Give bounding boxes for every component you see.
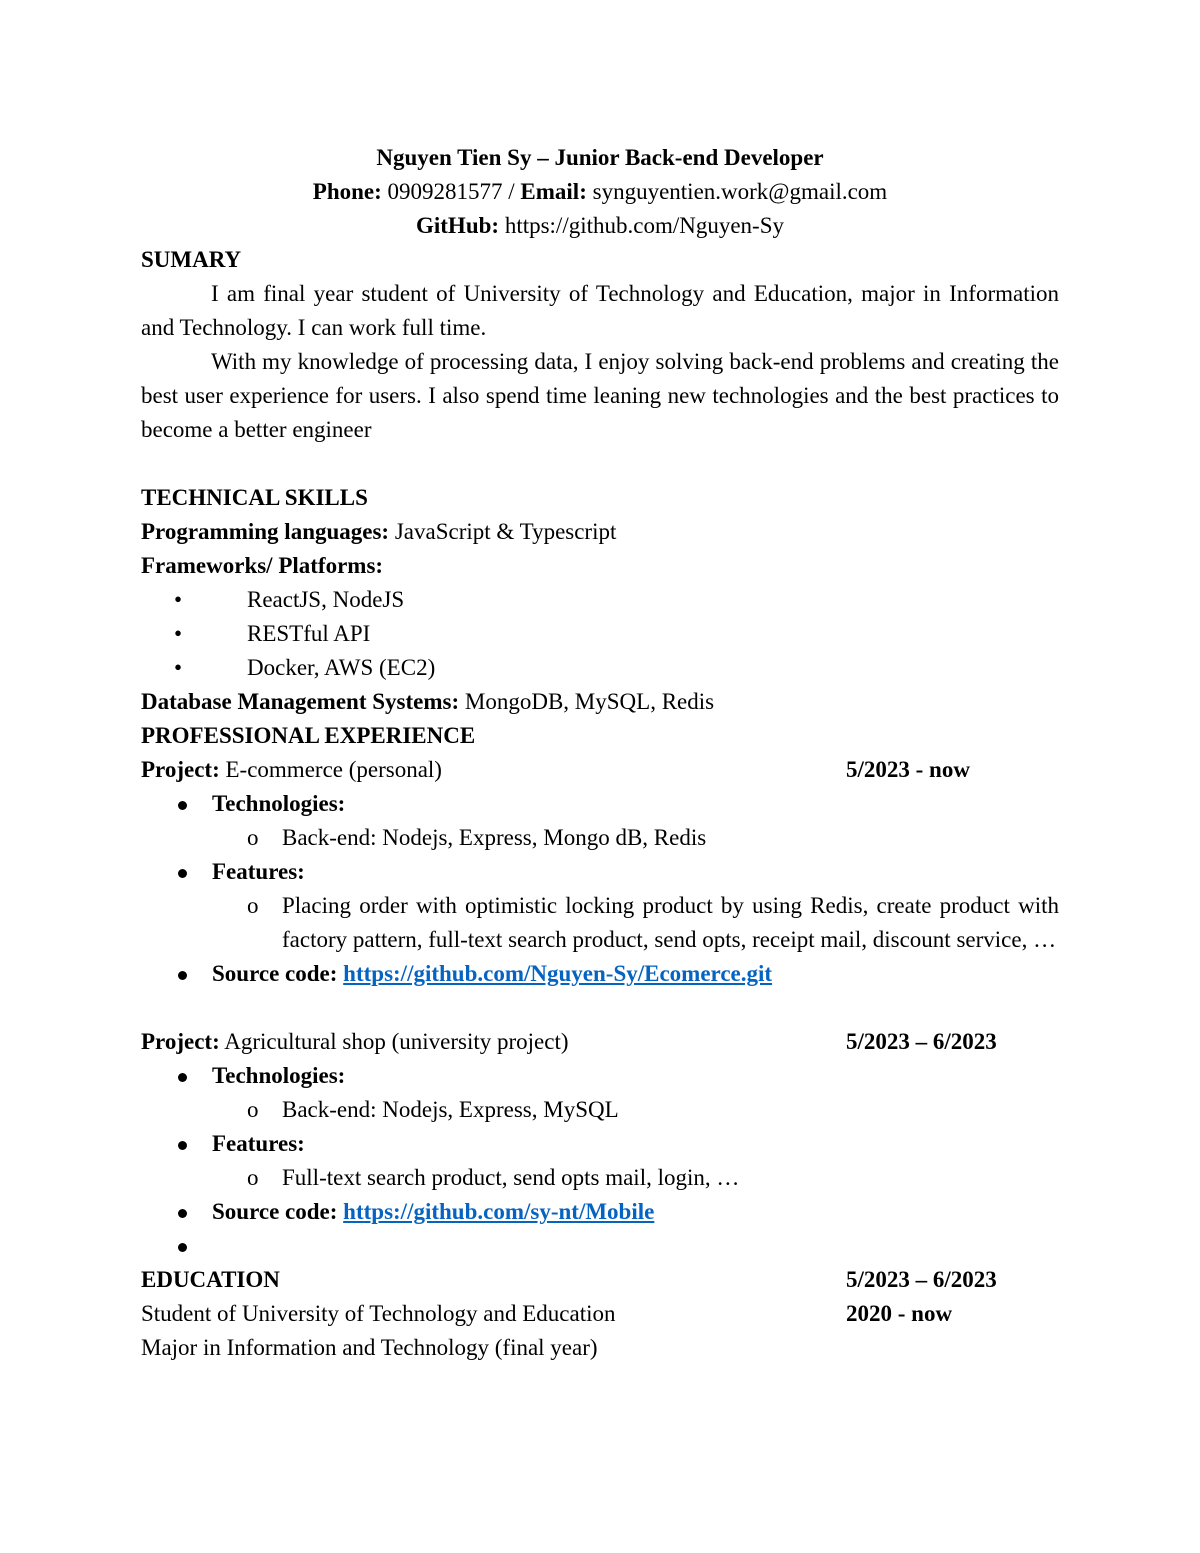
- framework-item: ReactJS, NodeJS: [247, 587, 405, 612]
- source-code-line: [212, 1195, 654, 1229]
- skills-heading: TECHNICAL SKILLS: [141, 485, 368, 510]
- project-name: E-commerce (personal): [225, 757, 442, 782]
- source-code-label: Source code:: [212, 1199, 338, 1224]
- frameworks-label: Frameworks/ Platforms:: [141, 553, 384, 578]
- contact-line: [141, 175, 1059, 209]
- experience-heading: PROFESSIONAL EXPERIENCE: [141, 723, 476, 748]
- list-item: [141, 855, 1059, 889]
- education-school-date: 2020 - now: [846, 1301, 953, 1326]
- bullet-icon: [178, 801, 187, 810]
- languages-label: Programming languages:: [141, 519, 390, 544]
- bullet-icon: [178, 1209, 187, 1218]
- phone-value: 0909281577: [387, 179, 503, 204]
- features-value: Placing order with optimistic locking product by using Redis, create product with factory pattern, full-text search product, send opts, receipt mail, discount service, …: [282, 893, 1059, 952]
- project-label: Project:: [141, 757, 220, 782]
- bullet-icon: •: [174, 655, 183, 680]
- features-label: Features:: [212, 1131, 305, 1156]
- list-item: [141, 957, 1059, 991]
- framework-item: Docker, AWS (EC2): [247, 655, 436, 680]
- github-label: GitHub:: [415, 213, 500, 238]
- source-code-label: Source code:: [212, 961, 338, 986]
- technologies-value: Back-end: Nodejs, Express, MySQL: [282, 1097, 619, 1122]
- technologies-value: Back-end: Nodejs, Express, Mongo dB, Redis: [282, 825, 707, 850]
- project-row: [141, 1025, 1059, 1059]
- education-heading-date: 5/2023 – 6/2023: [846, 1267, 997, 1292]
- framework-item: RESTful API: [247, 621, 371, 646]
- bullet-icon: [178, 1243, 187, 1252]
- email-label: Email:: [520, 179, 587, 204]
- list-item: [141, 889, 1059, 957]
- github-line: [141, 209, 1059, 243]
- phone-label: Phone:: [312, 179, 382, 204]
- circle-bullet-icon: o: [247, 1097, 259, 1122]
- project-date: 5/2023 – 6/2023: [846, 1029, 997, 1054]
- bullet-icon: •: [174, 587, 183, 612]
- contact-separator: /: [508, 179, 515, 204]
- source-code-link[interactable]: https://github.com/Nguyen-Sy/Ecomerce.git: [343, 961, 773, 986]
- bullet-icon: [178, 869, 187, 878]
- spacer: [141, 991, 1059, 1025]
- list-item: [141, 1059, 1059, 1093]
- database-systems: [141, 685, 1059, 719]
- education-school: Student of University of Technology and Education: [141, 1301, 616, 1326]
- features-value: Full-text search product, send opts mail, login, …: [282, 1165, 740, 1190]
- education-major: Major in Information and Technology (final year): [141, 1335, 598, 1360]
- bullet-icon: [178, 1141, 187, 1150]
- project-row: [141, 753, 1059, 787]
- project-label: Project:: [141, 1029, 220, 1054]
- technologies-label: Technologies:: [212, 791, 346, 816]
- list-item: [141, 787, 1059, 821]
- list-item: [141, 651, 1059, 685]
- list-item: [141, 617, 1059, 651]
- empty-list-item: [141, 1229, 1059, 1263]
- bullet-icon: [178, 971, 187, 980]
- bullet-icon: •: [174, 621, 183, 646]
- bullet-icon: [178, 1073, 187, 1082]
- list-item: [141, 1093, 1059, 1127]
- email-value: synguyentien.work@gmail.com: [592, 179, 888, 204]
- programming-languages: [141, 515, 1059, 549]
- list-item: [141, 583, 1059, 617]
- project-name: Agricultural shop (university project): [224, 1029, 569, 1054]
- circle-bullet-icon: o: [247, 825, 259, 850]
- list-item: [141, 1161, 1059, 1195]
- source-code-link[interactable]: https://github.com/sy-nt/Mobile: [343, 1199, 655, 1224]
- list-item: [141, 821, 1059, 855]
- education-heading-row: [141, 1263, 1059, 1297]
- circle-bullet-icon: o: [247, 1165, 259, 1190]
- project-date: 5/2023 - now: [846, 757, 970, 782]
- github-value: https://github.com/Nguyen-Sy: [504, 213, 785, 238]
- source-code-line: [212, 957, 772, 991]
- education-school-row: [141, 1297, 1059, 1331]
- list-item: [141, 1127, 1059, 1161]
- summary-heading: SUMARY: [141, 247, 242, 272]
- database-label: Database Management Systems:: [141, 689, 460, 714]
- circle-bullet-icon: o: [247, 893, 259, 918]
- database-value: MongoDB, MySQL, Redis: [464, 689, 715, 714]
- languages-value: JavaScript & Typescript: [394, 519, 617, 544]
- education-heading: EDUCATION: [141, 1267, 280, 1292]
- features-label: Features:: [212, 859, 305, 884]
- spacer: [141, 447, 1059, 481]
- technologies-label: Technologies:: [212, 1063, 346, 1088]
- page-title: Nguyen Tien Sy – Junior Back-end Developer: [376, 145, 824, 170]
- summary-paragraph-1: I am final year student of University of Technology and Education, major in Information and Technology. I can work full time.: [141, 281, 1059, 340]
- list-item: [141, 1195, 1059, 1229]
- summary-paragraph-2: With my knowledge of processing data, I enjoy solving back-end problems and creating the best user experience for users. I also spend time leaning new technologies and the best practices to become a better engineer: [141, 349, 1059, 442]
